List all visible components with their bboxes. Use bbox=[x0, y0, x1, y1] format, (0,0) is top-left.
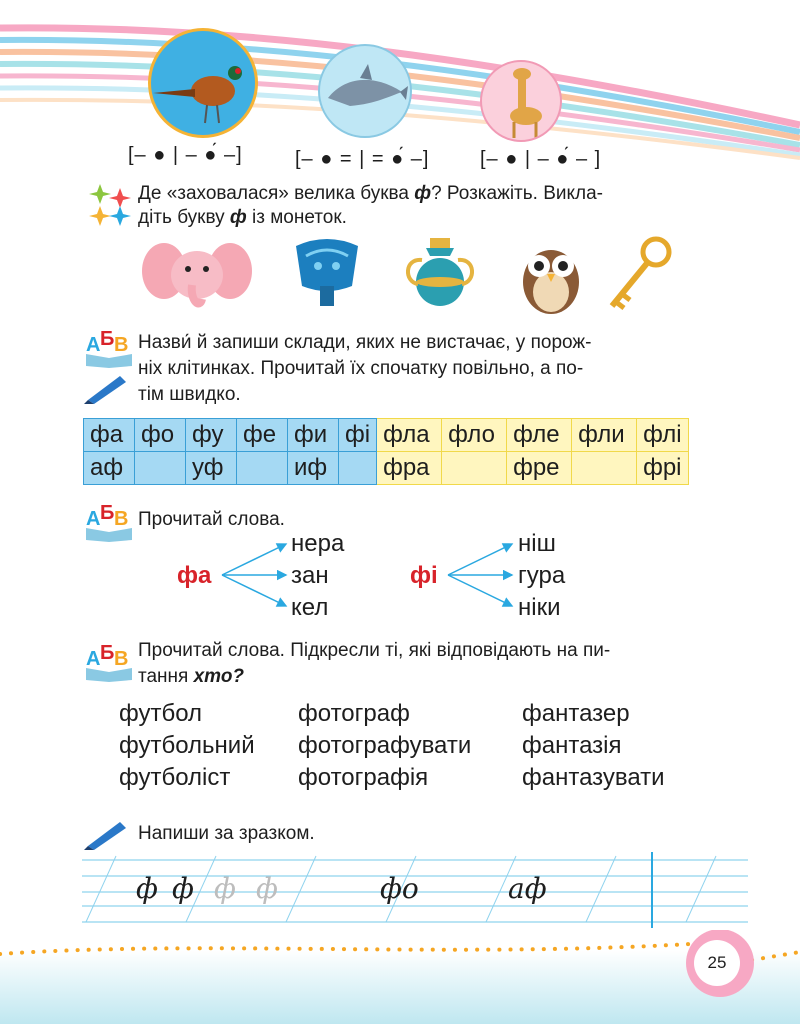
syllable-cell: фра bbox=[377, 452, 442, 485]
script-sample: ф bbox=[136, 872, 158, 905]
script-sample-dotted: ф bbox=[256, 872, 278, 905]
word: футбольний bbox=[119, 732, 255, 759]
syllable-cell: уф bbox=[186, 452, 237, 485]
table-row bbox=[84, 419, 689, 452]
syllable-cell: фрі bbox=[637, 452, 689, 485]
word: фантазер bbox=[522, 700, 630, 727]
abc-book-icon: А Б В bbox=[84, 642, 134, 682]
script-sample: фо bbox=[380, 872, 419, 905]
pen-icon bbox=[84, 372, 128, 404]
pheasant-image bbox=[148, 28, 258, 138]
ending: ніш bbox=[518, 530, 556, 557]
task3-text: Прочитай слова. bbox=[138, 509, 285, 530]
script-sample: аф bbox=[508, 872, 547, 905]
task2-text: Назви́ й запиши склади, яких не вистачає, у порож- ніх клітинках. Прочитай їх спочатку повільно, а по- тім швидко. bbox=[138, 332, 592, 405]
syllable-cell-empty[interactable] bbox=[135, 452, 186, 485]
syllable-cell: фле bbox=[507, 419, 572, 452]
syllable-cell: флі bbox=[637, 419, 689, 452]
task5-text: Напиши за зразком. bbox=[138, 823, 315, 844]
vase-image bbox=[400, 236, 480, 314]
giraffe-image bbox=[480, 60, 562, 142]
table-row bbox=[84, 452, 689, 485]
word: футболіст bbox=[119, 764, 231, 791]
syllable-cell: фа bbox=[84, 419, 135, 452]
ending: кел bbox=[291, 594, 329, 621]
scheme-dolphin: [– ● = | = ●́ –] bbox=[295, 148, 430, 170]
ending: ніки bbox=[518, 594, 561, 621]
script-sample-dotted: ф bbox=[214, 872, 236, 905]
page-number: 25 bbox=[694, 940, 740, 986]
abc-book-icon: А Б В bbox=[84, 502, 134, 542]
letter-f: ф bbox=[414, 183, 432, 204]
syllable-cell: фре bbox=[507, 452, 572, 485]
syllable-cell: фі bbox=[339, 419, 377, 452]
syllable-cell-empty[interactable] bbox=[442, 452, 507, 485]
arrows-fi bbox=[444, 540, 516, 610]
footer-wave bbox=[0, 930, 800, 1024]
scheme-giraffe: [– ● | – ●́ – ] bbox=[480, 148, 602, 170]
owl-image bbox=[516, 236, 586, 316]
syllable-cell-empty[interactable] bbox=[237, 452, 288, 485]
sparkle-icon bbox=[88, 182, 134, 228]
syllable-cell: фи bbox=[288, 419, 339, 452]
word: фантазія bbox=[522, 732, 622, 759]
ending: зан bbox=[291, 562, 329, 589]
syllable-cell: аф bbox=[84, 452, 135, 485]
syllable-cell: иф bbox=[288, 452, 339, 485]
task4-text: Прочитай слова. Підкресли ті, які відповідають на пи- тання хто? bbox=[138, 640, 611, 687]
syllable-cell: фо bbox=[135, 419, 186, 452]
letter-f-2: ф bbox=[229, 207, 247, 228]
syllable-cell-empty[interactable] bbox=[339, 452, 377, 485]
syllable-table bbox=[83, 418, 689, 485]
abc-book-icon: А Б В bbox=[84, 328, 134, 368]
syllable-cell: фе bbox=[237, 419, 288, 452]
word: фотографувати bbox=[298, 732, 472, 759]
syllable-cell: фли bbox=[572, 419, 637, 452]
word: фантазувати bbox=[522, 764, 665, 791]
key-image bbox=[604, 234, 674, 314]
ending: нера bbox=[291, 530, 345, 557]
elephant-image bbox=[142, 235, 252, 315]
script-sample: ф bbox=[172, 872, 194, 905]
task1-text: Де «заховалася» велика буква ф? Розкажіть. Викла- діть букву ф із монеток. bbox=[138, 183, 603, 228]
question-word: хто? bbox=[193, 666, 245, 687]
arrows-fa bbox=[218, 540, 290, 610]
word: футбол bbox=[119, 700, 203, 727]
root-fi: фі bbox=[410, 562, 438, 589]
ending: гура bbox=[518, 562, 566, 589]
pen-icon bbox=[84, 818, 128, 850]
dolphin-image bbox=[318, 44, 412, 138]
scheme-pheasant: [– ● | – ●́ –] bbox=[128, 144, 243, 166]
word: фотографія bbox=[298, 764, 429, 791]
fountain-image bbox=[286, 236, 368, 310]
word: фотограф bbox=[298, 700, 410, 727]
syllable-cell-empty[interactable] bbox=[572, 452, 637, 485]
syllable-cell: фло bbox=[442, 419, 507, 452]
syllable-cell: фла bbox=[377, 419, 442, 452]
root-fa: фа bbox=[177, 562, 212, 589]
syllable-cell: фу bbox=[186, 419, 237, 452]
